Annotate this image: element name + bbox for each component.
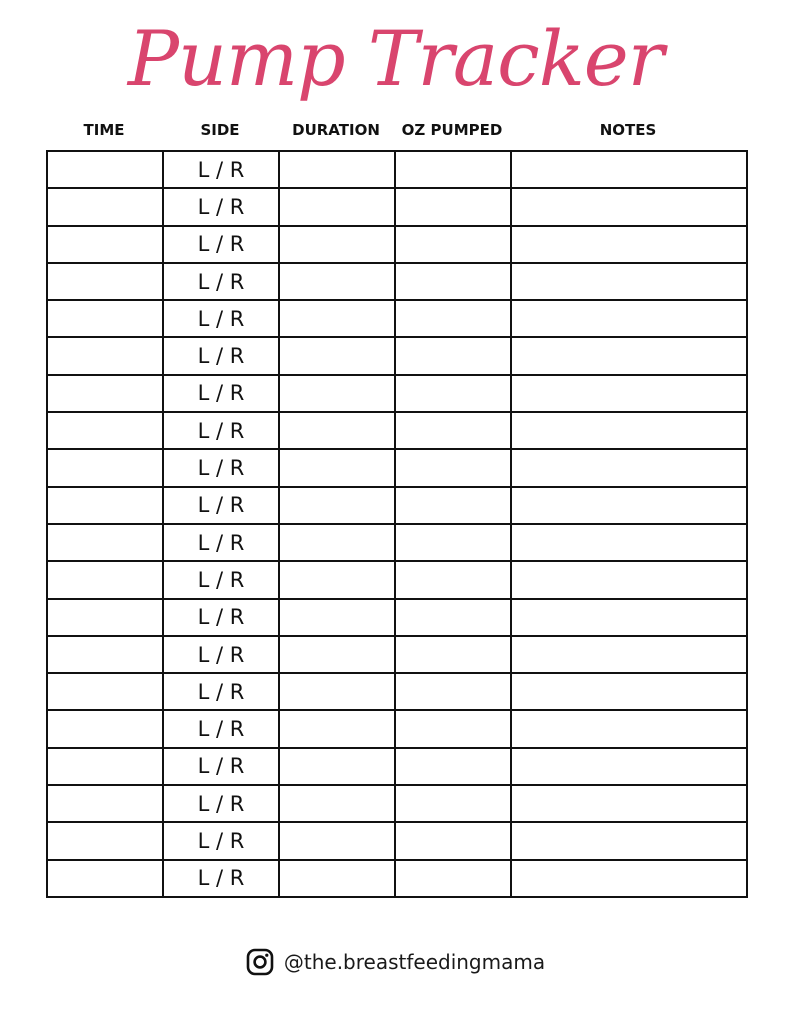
- oz-pumped-cell[interactable]: [395, 337, 511, 374]
- duration-cell[interactable]: [279, 673, 395, 710]
- duration-cell[interactable]: [279, 785, 395, 822]
- table-row: [47, 860, 747, 897]
- table-row: [47, 226, 747, 263]
- side-cell[interactable]: L / R: [163, 300, 279, 337]
- oz-pumped-cell[interactable]: [395, 375, 511, 412]
- header-notes: NOTES: [599, 121, 657, 139]
- duration-cell[interactable]: [279, 337, 395, 374]
- table-row: [47, 599, 747, 636]
- header-side: SIDE: [200, 121, 240, 139]
- column-headers: [0, 118, 791, 142]
- table-row: [47, 263, 747, 300]
- table-row: [47, 673, 747, 710]
- notes-cell[interactable]: [511, 561, 747, 598]
- duration-cell[interactable]: [279, 487, 395, 524]
- table-row: [47, 822, 747, 859]
- notes-cell[interactable]: [511, 375, 747, 412]
- time-cell[interactable]: [47, 561, 163, 598]
- time-cell[interactable]: [47, 263, 163, 300]
- footer: [0, 944, 791, 980]
- oz-pumped-cell[interactable]: [395, 822, 511, 859]
- time-cell[interactable]: [47, 599, 163, 636]
- time-cell[interactable]: [47, 337, 163, 374]
- duration-cell[interactable]: [279, 188, 395, 225]
- notes-cell[interactable]: [511, 673, 747, 710]
- side-cell[interactable]: L / R: [163, 524, 279, 561]
- table-row: [47, 524, 747, 561]
- time-cell[interactable]: [47, 412, 163, 449]
- oz-pumped-cell[interactable]: [395, 599, 511, 636]
- table-row: [47, 188, 747, 225]
- table-row: [47, 151, 747, 188]
- header-oz-pumped: OZ PUMPED: [401, 121, 503, 139]
- oz-pumped-cell[interactable]: [395, 263, 511, 300]
- side-cell[interactable]: L / R: [163, 636, 279, 673]
- notes-cell[interactable]: [511, 449, 747, 486]
- oz-pumped-cell[interactable]: [395, 561, 511, 598]
- side-cell[interactable]: L / R: [163, 412, 279, 449]
- duration-cell[interactable]: [279, 151, 395, 188]
- time-cell[interactable]: [47, 785, 163, 822]
- side-cell[interactable]: L / R: [163, 375, 279, 412]
- duration-cell[interactable]: [279, 449, 395, 486]
- duration-cell[interactable]: [279, 636, 395, 673]
- time-cell[interactable]: [47, 151, 163, 188]
- notes-cell[interactable]: [511, 151, 747, 188]
- time-cell[interactable]: [47, 449, 163, 486]
- duration-cell[interactable]: [279, 561, 395, 598]
- side-cell[interactable]: L / R: [163, 860, 279, 897]
- oz-pumped-cell[interactable]: [395, 524, 511, 561]
- duration-cell[interactable]: [279, 860, 395, 897]
- table-row: [47, 300, 747, 337]
- side-cell[interactable]: L / R: [163, 561, 279, 598]
- duration-cell[interactable]: [279, 375, 395, 412]
- notes-cell[interactable]: [511, 860, 747, 897]
- oz-pumped-cell[interactable]: [395, 785, 511, 822]
- side-cell[interactable]: L / R: [163, 449, 279, 486]
- time-cell[interactable]: [47, 226, 163, 263]
- header-duration: DURATION: [292, 121, 380, 139]
- duration-cell[interactable]: [279, 822, 395, 859]
- notes-cell[interactable]: [511, 636, 747, 673]
- notes-cell[interactable]: [511, 524, 747, 561]
- instagram-icon: [246, 948, 274, 976]
- side-cell[interactable]: L / R: [163, 487, 279, 524]
- duration-cell[interactable]: [279, 226, 395, 263]
- time-cell[interactable]: [47, 710, 163, 747]
- table-row: [47, 636, 747, 673]
- oz-pumped-cell[interactable]: [395, 487, 511, 524]
- instagram-handle: @the.breastfeedingmama: [283, 950, 546, 974]
- notes-cell[interactable]: [511, 599, 747, 636]
- time-cell[interactable]: [47, 673, 163, 710]
- oz-pumped-cell[interactable]: [395, 151, 511, 188]
- side-cell[interactable]: L / R: [163, 226, 279, 263]
- table-row: [47, 487, 747, 524]
- duration-cell[interactable]: [279, 524, 395, 561]
- notes-cell[interactable]: [511, 226, 747, 263]
- oz-pumped-cell[interactable]: [395, 673, 511, 710]
- time-cell[interactable]: [47, 636, 163, 673]
- table-row: [47, 337, 747, 374]
- duration-cell[interactable]: [279, 710, 395, 747]
- notes-cell[interactable]: [511, 710, 747, 747]
- table-row: [47, 561, 747, 598]
- time-cell[interactable]: [47, 860, 163, 897]
- oz-pumped-cell[interactable]: [395, 188, 511, 225]
- time-cell[interactable]: [47, 524, 163, 561]
- side-cell[interactable]: L / R: [163, 673, 279, 710]
- notes-cell[interactable]: [511, 487, 747, 524]
- oz-pumped-cell[interactable]: [395, 748, 511, 785]
- side-cell[interactable]: L / R: [163, 599, 279, 636]
- oz-pumped-cell[interactable]: [395, 300, 511, 337]
- duration-cell[interactable]: [279, 748, 395, 785]
- oz-pumped-cell[interactable]: [395, 449, 511, 486]
- notes-cell[interactable]: [511, 748, 747, 785]
- duration-cell[interactable]: [279, 300, 395, 337]
- side-cell[interactable]: L / R: [163, 822, 279, 859]
- table-row: [47, 412, 747, 449]
- oz-pumped-cell[interactable]: [395, 710, 511, 747]
- oz-pumped-cell[interactable]: [395, 226, 511, 263]
- table-row: [47, 710, 747, 747]
- duration-cell[interactable]: [279, 412, 395, 449]
- notes-cell[interactable]: [511, 822, 747, 859]
- oz-pumped-cell[interactable]: [395, 412, 511, 449]
- notes-cell[interactable]: [511, 300, 747, 337]
- page-title: Pump Tracker: [127, 14, 664, 103]
- side-cell[interactable]: L / R: [163, 263, 279, 300]
- side-cell[interactable]: L / R: [163, 188, 279, 225]
- time-cell[interactable]: [47, 188, 163, 225]
- notes-cell[interactable]: [511, 785, 747, 822]
- notes-cell[interactable]: [511, 263, 747, 300]
- side-cell[interactable]: L / R: [163, 710, 279, 747]
- time-cell[interactable]: [47, 487, 163, 524]
- side-cell[interactable]: L / R: [163, 748, 279, 785]
- duration-cell[interactable]: [279, 599, 395, 636]
- duration-cell[interactable]: [279, 263, 395, 300]
- time-cell[interactable]: [47, 375, 163, 412]
- side-cell[interactable]: L / R: [163, 151, 279, 188]
- table-row: [47, 375, 747, 412]
- side-cell[interactable]: L / R: [163, 337, 279, 374]
- notes-cell[interactable]: [511, 188, 747, 225]
- oz-pumped-cell[interactable]: [395, 636, 511, 673]
- notes-cell[interactable]: [511, 412, 747, 449]
- table-row: [47, 748, 747, 785]
- notes-cell[interactable]: [511, 337, 747, 374]
- oz-pumped-cell[interactable]: [395, 860, 511, 897]
- table-row: [47, 449, 747, 486]
- table-row: [47, 785, 747, 822]
- side-cell[interactable]: L / R: [163, 785, 279, 822]
- tracker-table-body: [47, 151, 747, 897]
- header-time: TIME: [83, 121, 125, 139]
- time-cell[interactable]: [47, 300, 163, 337]
- time-cell[interactable]: [47, 748, 163, 785]
- tracker-table: [46, 150, 748, 898]
- time-cell[interactable]: [47, 822, 163, 859]
